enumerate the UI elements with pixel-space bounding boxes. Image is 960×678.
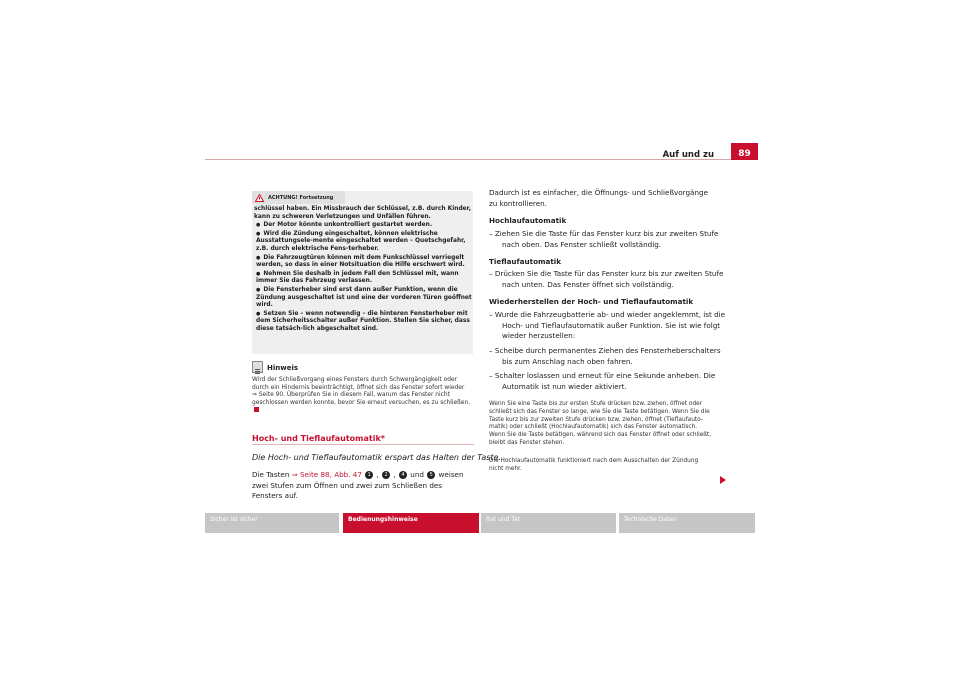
separator: , — [391, 470, 398, 479]
continue-arrow-icon — [720, 476, 726, 484]
warning-bullet: ● Die Fensterheber sind erst dann außer Funktion, wenn die Zündung ausgeschaltet ist und eine der vorderen Türen geöffnet wird. — [254, 287, 473, 310]
warning-bullet: ● Wird die Zündung eingeschaltet, können elektrische Ausstattungsele-mente eingeschaltet werden – Quetschgefahr, z.B. durch elektrische Fens-terheber. — [254, 231, 473, 254]
list-item: – Wurde die Fahrzeugbatterie ab- und wieder angeklemmt, ist die Hoch- und Tieflaufautomatik außer Funktion. Sie ist wie folgt wieder herzustellen: — [489, 310, 726, 341]
button-number-badge: 1 — [365, 471, 373, 479]
para-start: Die Tasten — [252, 470, 292, 479]
warning-bullet: ● Der Motor könnte unkontrolliert gestartet werden. — [254, 222, 473, 230]
footer-tab-label: Bedienungshinweise — [348, 516, 418, 523]
list-item: – Scheibe durch permanentes Ziehen des Fensterheberschalters bis zum Anschlag nach oben fahren. — [489, 346, 721, 366]
info-text: Die Hochlaufautomatik funktioniert nach dem Ausschalten der Zündung nicht mehr. — [489, 458, 699, 472]
page-reference-link[interactable]: ⇒ Seite 88, Abb. 47 — [291, 470, 362, 479]
warning-bullet: ● Nehmen Sie deshalb in jedem Fall den Schlüssel mit, wann immer Sie das Fahrzeug verlassen. — [254, 271, 473, 286]
note-title: Hinweis — [267, 364, 299, 372]
page-title: Auf und zu — [662, 150, 714, 160]
warning-tab-label: ACHTUNG! Fortsetzung — [268, 194, 334, 201]
warning-body — [252, 206, 473, 335]
warning-bullet: ● Setzen Sie – wenn notwendig – die hinteren Fensterheber mit dem Sicherheitsschalter außer Funktion. Stellen Sie sicher, dass diese tatsäch-lich abgeschaltet sind. — [254, 311, 473, 334]
warning-intro: schlüssel haben. Ein Missbrauch der Schlüssel, z.B. durch Kinder, kann zu schweren Verletzungen und Unfällen führen. — [254, 206, 471, 220]
warning-tab — [252, 191, 345, 204]
footer-tab-label: Technische Daten — [624, 516, 677, 523]
list-item: – Schalter loslassen und erneut für eine Sekunde anheben. Die Automatik ist nun wieder aktiviert. — [489, 371, 716, 391]
note-line-2: ⇒ Seite 90. Überprüfen Sie in diesem Fall, warum das Fenster nicht geschlossen werden konnte, bevor Sie erneut versuchen, es zu schließen. — [252, 392, 471, 406]
section-paragraph — [252, 470, 474, 502]
footer-tab-bedienung[interactable] — [343, 513, 479, 533]
end-mark-icon — [254, 407, 259, 412]
footer-tab-technik[interactable] — [619, 513, 755, 533]
list-item: – Drücken Sie die Taste für das Fenster kurz bis zur zweiten Stufe nach unten. Das Fenster öffnet sich vollständig. — [489, 269, 724, 289]
note-icon — [252, 361, 263, 373]
section-rule — [252, 444, 474, 445]
footer-tab-sicher[interactable] — [205, 513, 339, 533]
section-subtitle: Die Hoch- und Tieflaufautomatik erspart das Halten der Taste. — [252, 453, 502, 462]
note-line-1: Wird der Schließvorgang eines Fensters durch Schwergängigkeit oder durch ein Hindernis beeinträchtigt, öffnet sich das Fenster sofort wieder — [252, 377, 465, 391]
note-body — [252, 377, 475, 416]
button-number-badge: 5 — [427, 471, 435, 479]
list-item: – Ziehen Sie die Taste für das Fenster kurz bis zur zweiten Stufe nach oben. Das Fenster schließt vollständig. — [489, 229, 719, 249]
footer-tab-label: Rat und Tat — [486, 516, 520, 523]
footer-tab-rat[interactable] — [481, 513, 616, 533]
heading-tieflauf: Tieflaufautomatik — [489, 257, 562, 266]
heading-hochlauf: Hochlaufautomatik — [489, 216, 567, 225]
section-heading: Hoch- und Tieflaufautomatik* — [252, 434, 385, 443]
button-number-badge: 4 — [399, 471, 407, 479]
heading-wiederherstellen: Wiederherstellen der Hoch- und Tieflaufautomatik — [489, 297, 694, 306]
footer-tab-label: Sicher ist sicher — [210, 516, 258, 523]
button-number-badge: 2 — [382, 471, 390, 479]
warning-bullet: ● Die Fahrzeugtüren können mit dem Funkschlüssel verriegelt werden, so dass in einer Notsituation die Hilfe erschwert wird. — [254, 255, 473, 270]
separator: , — [374, 470, 382, 479]
separator: und — [407, 470, 427, 479]
para-end: weisen zwei Stufen zum Öffnen und zwei zum Schließen des Fensters auf. — [252, 470, 464, 501]
page-number: 89 — [731, 143, 758, 160]
warning-triangle-icon — [255, 194, 264, 202]
info-text: Wenn Sie eine Taste bis zur ersten Stufe drücken bzw. ziehen, öffnet oder schließt sich das Fenster so lange, wie Sie die Taste betätigen. Wenn Sie die Taste kurz bis zur zweiten Stufe drücken bzw. ziehen, öffnet (Tieflaufauto-matik) oder schließt (Hochlaufautomatik) sich das Fenster automatisch. Wenn Sie die Taste betätigen, während sich das Fenster öffnet oder schließt, bleibt das Fenster stehen. — [489, 401, 712, 446]
right-intro: Dadurch ist es einfacher, die Öffnungs- und Schließvorgänge zu kontrollieren. — [489, 188, 708, 208]
